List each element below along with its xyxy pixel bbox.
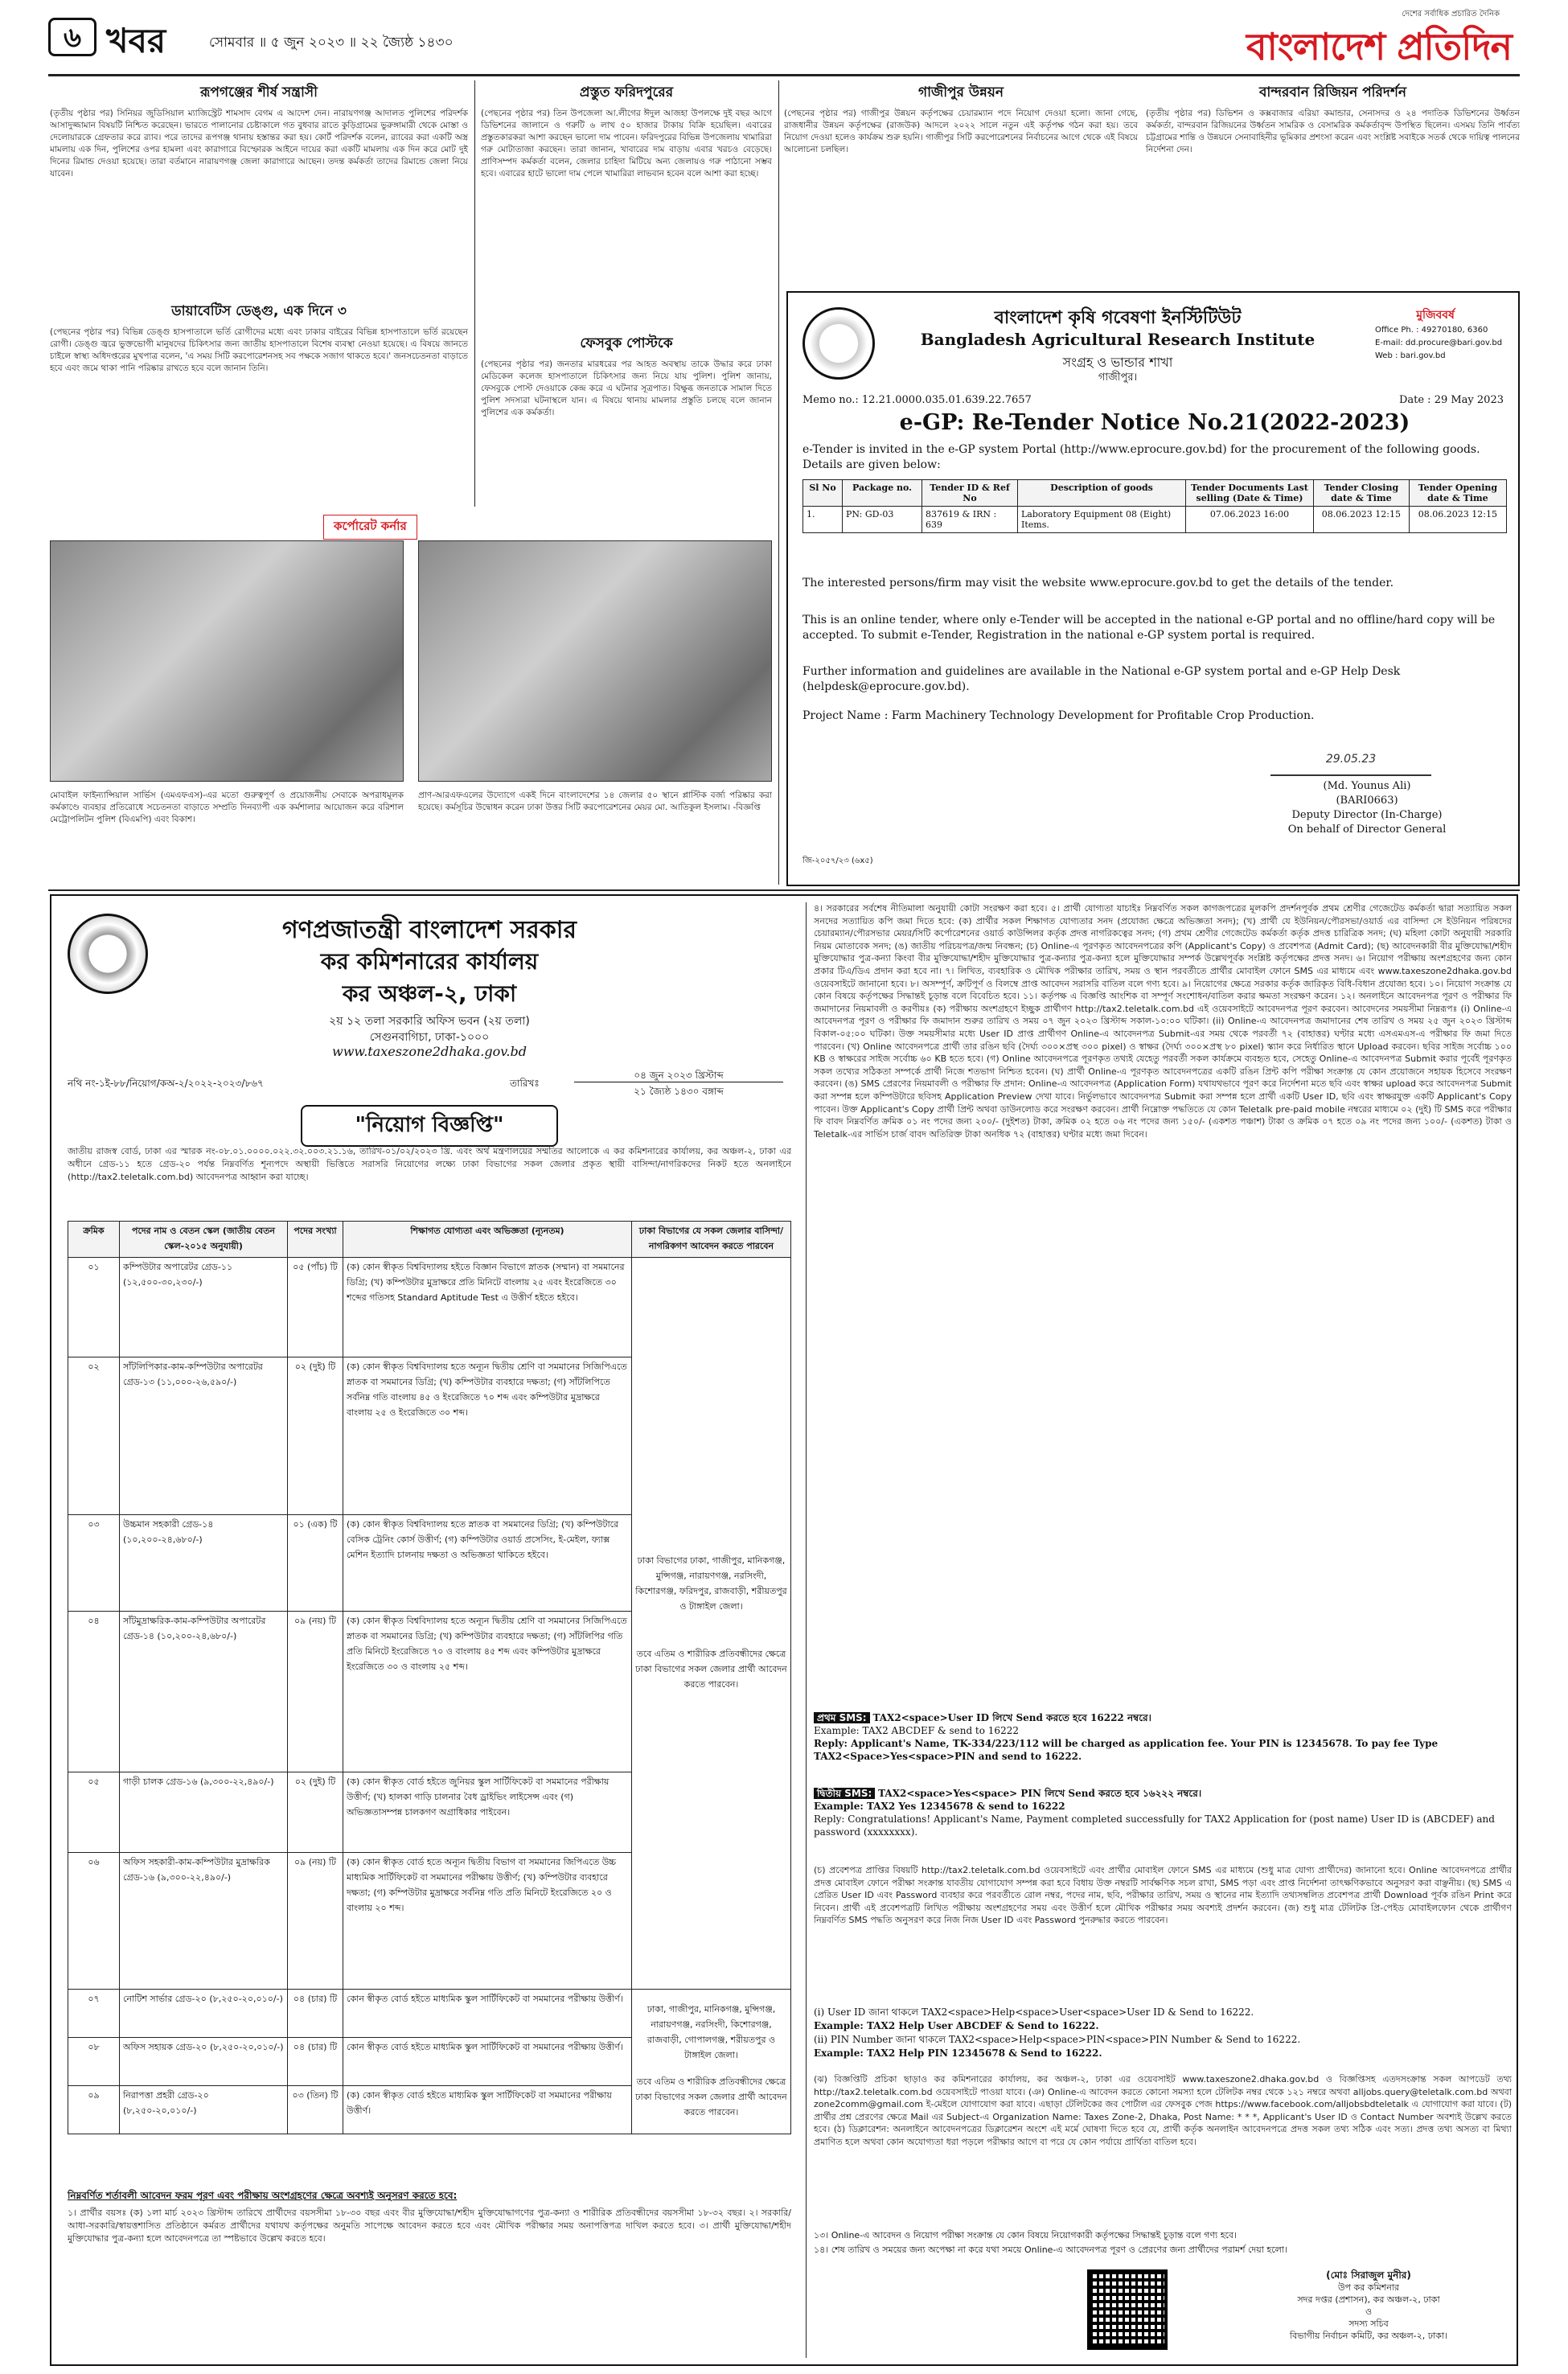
post-sl: ০২ — [68, 1357, 120, 1515]
corporate-corner — [50, 515, 774, 885]
post-sl: ০১ — [68, 1258, 120, 1357]
sms-first-reply: Reply: Applicant's Name, TK-334/223/112 will be charged as application fee. Your PIN is 12345678. To pay fee Type TAX2<Space>Yes<space>PIN and send to 16222. — [814, 1738, 1439, 1762]
bari-logo — [802, 307, 875, 380]
post-sl: ০৬ — [68, 1853, 120, 1990]
post-sl: ০৩ — [68, 1515, 120, 1612]
photo-corporate-2 — [418, 540, 772, 782]
post-name: গাড়ী চালক গ্রেড-১৬ (৯,৩০০-২২,৪৯০/-) — [120, 1772, 288, 1853]
instructions-text: ৪। সরকারের সর্বশেষ নীতিমালা অনুযায়ী কোটা সংরক্ষণ করা হবে। ৫। প্রার্থী যোগ্যতা যাচাইঃ নিম্নবর্ণিত সকল কাগজপত্রের মূলকপি প্রদর্শনপূর্বক প্রথম শ্রেণীর গেজেটেড কর্মকর্তা দ্বারা সত্যায়িত সকল সনদের সত্যায়িত কপি জমা দিতে হবে: (ক) প্রার্থীর সকল শিক্ষাগত যোগ্যতার সনদ (প্রযোজ্য ক্ষেত্রে অভিজ্ঞতা সনদ); (খ) প্রার্থী যে ইউনিয়ন/পৌরসভা/ওয়ার্ড এর বাসিন্দা সে ইউনিয়ন পরিষদের চেয়ারম্যান/পৌরসভার মেয়র/সিটি কর্পোরেশনের ওয়ার্ড কাউন্সিলর কর্তৃক প্রদত্ত নাগরিকত্বের সনদ; (গ) প্রথম শ্রেণীর গেজেটেড কর্মকর্তা কর্তৃক প্রদত্ত চারিত্রিক সনদ; (ঘ) মহিলা কোটা অনুযায়ী সরকারি নিয়ম মোতাবেক সনদ; (ঙ) জাতীয় পরিচয়পত্র/জন্ম নিবন্ধন; (চ) Online-এ পূরণকৃত আবেদনপত্রের কপি (Applicant's Copy) ও প্রবেশপত্র (Admit Card); (ছ) আবেদনকারী বীর মুক্তিযোদ্ধা/শহীদ মুক্তিযোদ্ধার পুত্র-কন্যা কিংবা বীর মুক্তিযোদ্ধা/শহীদ মুক্তিযোদ্ধার পুত্র-কন্যার পুত্র-কন্যা হলে মুক্তিযোদ্ধার সম্পর্ক উল্লেখপূর্বক সংশ্লিষ্ট কর্তৃপক্ষের প্রদত্ত সনদ। ৬। নিয়োগ পরীক্ষায় অংশগ্রহণের জন্য কোন প্রকার টিএ/ডিএ প্রদান করা হবে না। ৭। লিখিত, ব্যবহারিক ও মৌখিক পরীক্ষার তারিখ, সময় ও স্থান পরবর্তীতে প্রার্থীর মোবাইল ফোনে SMS এর মাধ্যমে এবং www.taxeszone2dhaka.gov.bd ওয়েবসাইটে জানানো হবে। ৮। অসম্পূর্ণ, ক্রটিপূর্ণ ও বিলম্বে প্রাপ্ত আবেদন সরাসরি বাতিল বলে গণ্য হবে। ৯। নিয়োগের ক্ষেত্রে সরকার কর্তৃক জারিকৃত বিধি-বিধান প্রযোজ্য হবে। ১০। নিয়োগ সংক্রান্ত যে কোন বিষয়ে কর্তৃপক্ষের সিদ্ধান্তই চূড়ান্ত বলে বিবেচিত হবে। ১১। কর্তৃপক্ষ এ বিজ্ঞপ্তি আংশিক বা সম্পূর্ণ সংশোধন/বাতিল করার ক্ষমতা সংরক্ষণ করেন। ১২। অনলাইনে আবেদনপত্র পূরণ ও পরীক্ষার ফি জমাদানের নিয়মাবলী ও করণীয়ঃ (ক) পরীক্ষায় অংশগ্রহণে ইচ্ছুক প্রার্থীগণ http://tax2.teletalk.com.bd এই ওয়েবসাইটে আবেদনপত্র পূরণ করবেন। আবেদনের সময়সীমা নিম্নরূপঃ (i) Online-এ আবেদনপত্র পূরণ ও পরীক্ষার ফি জমাদান শুরুর তারিখ ও সময় ০৭ জুন ২০২৩ খ্রিস্টাব্দ সকাল-১০:০০ ঘটিকা। (ii) Online-এ আবেদনপত্র জমাদানের শেষ তারিখ ও সময় ২৫ জুন ২০২৩ খ্রিস্টাব্দ বিকাল-০৫:০০ ঘটিকা। উক্ত সময়সীমার মধ্যে User ID প্রাপ্ত প্রার্থীগণ Online-এ আবেদনপত্র Submit-এর সময় থেকে পরবর্তী ৭২ (বাহাত্তর) ঘণ্টার মধ্যে এসএমএস-এ পরীক্ষার ফি জমা দিতে পারবেন। (খ) Online আবেদনপত্রে প্রার্থী তার রঙিন ছবি (দৈর্ঘ্য ৩০০×প্রস্থ ৩০০ pixel) ও স্বাক্ষর (দৈর্ঘ্য ৩০০×প্রস্থ ৮০ pixel) স্ক্যান করে নির্ধারিত স্থানে Upload করবেন। ছবির সাইজ সর্বোচ্চ ১০০ KB ও স্বাক্ষরের সাইজ সর্বোচ্চ ৬০ KB হতে হবে। (গ) Online আবেদনপত্রে পূরণকৃত তথ্যই যেহেতু পরবর্তী সকল কার্যক্রমে ব্যবহৃত হবে, সেহেতু Online-এ আবেদনপত্র Submit করার পূর্বেই পূরণকৃত সকল তথ্যের সঠিকতা সম্পর্কে প্রার্থী নিজে শতভাগ নিশ্চিত হবেন। (ঘ) প্রার্থী Online-এ পূরণকৃত আবেদনপত্রের একটি রঙিন প্রিন্ট কপি পরীক্ষা সংক্রান্ত যে কোন প্রয়োজনে সহায়ক হিসেবে সংরক্ষণ করবেন। (ঙ) SMS প্রেরণের নিয়মাবলী ও পরীক্ষার ফি প্রদান: Online-এ আবেদনপত্র (Application Form) যথাযথভাবে পূরণ করে নির্দেশনা মতে ছবি এবং স্বাক্ষর upload করে আবেদনপত্র Submit করা সম্পন্ন হলে কম্পিউটারে ছবিসহ Application Preview দেখা যাবে। নির্ভুলভাবে আবেদনপত্র Submit করা সম্পন্ন হলে প্রার্থী একটি User ID, ছবি এবং স্বাক্ষরযুক্ত একটি Applicant's Copy পাবেন। উক্ত Applicant's Copy প্রার্থী প্রিন্ট অথবা ডাউনলোড করে সংরক্ষণ করবেন। প্রার্থী নিম্নোক্ত পদ্ধতিতে যে কোন Teletalk pre-paid mobile নম্বরের মাধ্যমে ০২ (দুই) টি SMS করে পরীক্ষার ফি বাবদ নিম্নবর্ণিত ক্রমিক ০১ নং পদের জন্য ২০০/- (দুইশত) টাকা, ক্রমিক ০২ হতে ০৬ নং পদের জন্য ১৫০/- (একশত পঞ্চাশ) টাকা ও ক্রমিক ০৭ হতে ০৯ নং পদের জন্য ১০০/- (একশত) টাকা ও Teletalk-এর সার্ভিস চার্জ বাবদ অতিরিক্ত টাকা অনধিক ৭২ (বাহাত্তর) ঘণ্টার মধ্যে জমা দিবেন। — [814, 903, 1512, 1140]
sms-second-block — [814, 1787, 1512, 1859]
table-row — [68, 1990, 791, 2038]
notice-intro: জাতীয় রাজস্ব বোর্ড, ঢাকা এর স্মারক নং-০৮.০১.০০০০.০২২.৩২.০০৩.২১.১৬, তারিখ-০১/০২/২০২৩ খ্রি. এবং অর্থ মন্ত্রণালয়ের সম্মতির আলোকে এ কর কমিশনারের কার্যালয়, কর অঞ্চল-২, ঢাকা এর অধীনে গ্রেড-১১ হতে গ্রেড-২০ পর্যন্ত নিম্নবর্ণিত শূন্যপদে অস্থায়ী ভিত্তিতে সরাসরি নিয়োগের লক্ষ্যে ঢাকা বিভাগের সকল জেলার প্রকৃত স্থায়ী বাসিন্দা/নাগরিকদের নিকট হতে অনলাইনে (http://tax2.teletalk.com.bd) আবেদনপত্র আহ্বান করা যাচ্ছে। — [68, 1146, 791, 1182]
sms-first-instruction: TAX2<space>User ID লিখে Send করতে হবে 16222 নম্বরে। — [872, 1712, 1151, 1723]
post-sl: ০৮ — [68, 2038, 120, 2086]
post-count: ০৩ (তিন) টি — [288, 2086, 343, 2134]
column-divider — [778, 80, 779, 885]
article-body: (তৃতীয় পৃষ্ঠার পর) ডিভিশন ও কক্সবাজার এরিয়া কমান্ডার, সেনাসদর ও ২৪ পদাতিক ডিভিশনের উর্ধ্বতন কর্মকর্তা, বান্দরবান রিজিয়নের উর্ধ্বতন সামরিক ও বেসামরিক কর্মকর্তাবৃন্দ উপস্থিত ছিলেন। এসময় তিনি পার্বত্য চট্টগ্রামের শান্তি ও উন্নয়নে সেনাবাহিনীর ভূমিকার প্রশংসা করেন এবং সংশ্লিষ্ট সবাইকে সতর্ক থেকে দায়িত্ব পালনের নির্দেশনা দেন। — [1146, 109, 1520, 154]
tender-table — [802, 479, 1507, 533]
tax-notice-right — [814, 902, 1512, 2358]
tender-para-helpdesk: Further information and guidelines are available in the National e-GP system portal and e-GP Help Desk (helpdesk@eprocure.gov.bd). — [802, 665, 1401, 693]
tender-col-header: Tender Opening date & Time — [1409, 480, 1506, 507]
tender-cell: PN: GD-03 — [843, 507, 922, 533]
bari-org-bn: বাংলাদেশ কৃষি গবেষণা ইনস্টিটিউট — [994, 308, 1242, 328]
tax-signer-office: সদর দপ্তর (প্রশাসন), কর অঞ্চল-২, ঢাকা — [1297, 2294, 1440, 2305]
bari-tender-notice — [786, 291, 1520, 886]
post-sl: ০৯ — [68, 2086, 120, 2134]
memo-no: Memo no.: 12.21.0000.035.01.639.22.7657 — [802, 394, 1032, 406]
post-qualification: (ক) কোন স্বীকৃত বিশ্ববিদ্যালয় হতে অন্যূন দ্বিতীয় শ্রেণি বা সমমানের সিজিপিএতে স্নাতক বা সমমানের ডিগ্রি; (খ) কম্পিউটার ব্যবহারে দক্ষতা; (গ) সাঁটলিপিতে সর্বনিম্ন গতি বাংলায় ৪৫ ও ইংরেজিতে ৭০ শব্দ এবং কম্পিউটার মুদ্রাক্ষরে বাংলায় ২৫ ও ইংরেজিতে ৩০ শব্দ। — [343, 1357, 632, 1515]
table-row — [803, 507, 1507, 533]
contact-instructions: (ঝ) বিজ্ঞপ্তিটি প্রচিকা ছাড়াও কর কমিশনারের কার্যালয়, কর অঞ্চল-২, ঢাকা এর ওয়েবসাইট www.taxeszone2.dhaka.gov.bd ও বিজ্ঞপ্তিসহ এতদসংক্রান্ত সকল আপডেট তথ্য http://tax2.teletalk.com.bd ওয়েবসাইটে পাওয়া যাবে। (ঞ) Online-এ আবেদন করতে কোনো সমস্যা হলে টেলিটক নম্বর থেকে ১২১ নম্বরে অথবা alljobs.query@teletalk.com.bd অথবা zone2comm@gmail.com ই-মেইলে যোগাযোগ করা যাবে। এছাড়া টেলিটকের জব পোর্টাল এর ফেসবুক পেজ https://www.facebook.com/alljobsbdteletalk এ যোগাযোগ করা যাবে। (ট) প্রার্থীর প্রশ্ন প্রেরণের ক্ষেত্রে Mail এর Subject-এ Organization Name: Taxes Zone-2, Dhaka, Post Name: * * *, Applicant's User ID ও Contact Number অবশ্যই উল্লেখ করতে হবে। (ঠ) ডিক্লারেশন: অনলাইনে আবেদনপত্রের ডিক্লারেশন অংশে এই মর্মে ঘোষণা দিতে হবে যে, প্রার্থী কর্তৃক অনলাইন আবেদনপত্রে প্রদত্ত সকল তথ্য সঠিক এবং সত্য। প্রদত্ত তথ্য অসত্য বা মিথ্যা প্রমাণিত হলে অথবা কোন অযোগ্যতা ধরা পড়লে পরীক্ষার আগে বা পরে যে কোন পর্যায়ে প্রার্থিতা বাতিল হবে। — [814, 2074, 1512, 2147]
gov-title: গণপ্রজাতন্ত্রী বাংলাদেশ সরকার — [282, 916, 577, 944]
post-count: ০১ (এক) টি — [288, 1515, 343, 1612]
post-qualification: (ক) কোন স্বীকৃত বোর্ড হইতে জুনিয়র স্কুল সার্টিফিকেট বা সমমানের পরীক্ষায় উত্তীর্ণ; (খ) হালকা গাড়ি চালনার বৈধ ড্রাইভিং লাইসেন্স এবং (গ) অভিজ্ঞতাসম্পন্ন চালকগণ অগ্রাধিকার পাইবেন। — [343, 1772, 632, 1853]
tender-para-online: This is an online tender, where only e-Tender will be accepted in the national e-GP portal and no offline/hard copy will be accepted. To submit e-Tender, Registration in the national e-GP system portal is required. — [802, 614, 1496, 642]
tender-para-website: The interested persons/firm may visit the website www.eprocure.gov.bd to get the details of the tender. — [802, 577, 1394, 589]
corporate-corner-label: কর্পোরেট কর্নার — [323, 515, 417, 540]
signer-behalf: On behalf of Director General — [1287, 824, 1447, 836]
post-name: নোটিশ সার্ভার গ্রেড-২০ (৮,২৫০-২০,০১০/-) — [120, 1990, 288, 2038]
tax-signer-title: উপ কর কমিশনার — [1337, 2282, 1400, 2293]
post-name: সাঁটমুদ্রাক্ষরিক-কাম-কম্পিউটার অপারেটর গ্রেড-১৪ (১০,২০০-২৪,৬৮০/-) — [120, 1612, 288, 1772]
signer-id: (BARI0663) — [1336, 795, 1398, 807]
section-label: খবর — [106, 21, 166, 60]
post-count: ০৯ (নয়) টি — [288, 1853, 343, 1990]
post-count: ০৪ (চার) টি — [288, 1990, 343, 2038]
tax-signer-name: (মোঃ সিরাজুল মুনীর) — [1326, 2269, 1411, 2281]
date-label: তারিখঃ — [510, 1078, 540, 1089]
note-14: ১৪। শেষ তারিখ ও সময়ের জন্য অপেক্ষা না করে যথা সময়ে Online-এ আবেদনপত্র পূরণ ও প্রেরণের জন্য প্রার্থীদের পরামর্শ দেয়া হলো। — [814, 2245, 1287, 2255]
tender-cell: Laboratory Equipment 08 (Eight) Items. — [1018, 507, 1186, 533]
article-body: (পেছনের পৃষ্ঠার পর) জনতার মারধরের পর আহত অবস্থায় তাকে উদ্ধার করে ঢাকা মেডিকেল কলেজ হাসপাতালে চিকিৎসার জন্য নিয়ে যায় পুলিশ। পুলিশ জানায়, ফেসবুকে পোস্ট দেওয়াকে কেন্দ্র করে এ ঘটনার সূত্রপাত। বিক্ষুব্ধ জনতাকে সামাল দিতে পুলিশ সদস্যরা ঘটনাস্থলে যান। এ বিষয়ে থানায় মামলার প্রস্তুতি চলছে বলে জানান পুলিশের এক কর্মকর্তা। — [481, 359, 772, 417]
table-row — [68, 1258, 791, 1357]
photo-caption: প্রাণ-আরএফএলের উদ্যোগে একই দিনে বাংলাদেশের ১৪ জেলার ৫০ স্থানে প্লাস্টিক বর্জ্য পরিষ্কার করা হয়েছে। কর্মসূচির উদ্বোধন করেন ঢাকা উত্তর সিটি করপোরেশনের মেয়র মো. আতিকুল ইসলাম। -বিজ্ঞপ্তি — [418, 791, 772, 812]
post-qualification: (ক) কোন স্বীকৃত বিশ্ববিদ্যালয় হতে স্নাতক বা সমমানের ডিগ্রি; (খ) কম্পিউটারে বেসিক ট্রেনিং কোর্স উত্তীর্ণ; (গ) কম্পিউটার ওয়ার্ড প্রসেসিং, ই-মেইল, ফ্যাক্স মেশিন ইত্যাদি চালনায় দক্ষতা ও অভিজ্ঞতা থাকিতে হইবে। — [343, 1515, 632, 1612]
office-title: কর কমিশনারের কার্যালয় — [320, 948, 539, 975]
paper-logo: বাংলাদেশ প্রতিদিন — [1246, 25, 1512, 68]
post-count: ০২ (দুই) টি — [288, 1772, 343, 1853]
tender-project-name: Project Name : Farm Machinery Technology Development for Profitable Crop Production. — [802, 709, 1315, 722]
article-body: (পেছনের পৃষ্ঠার পর) তিন উপজেলা আ.লীগের ঈদুল আজহা উপলক্ষে দুই বছর আগে ডিভিশনের জালানে ও গরুটি ৬ লাখ ৫০ হাজার টাকায় বিক্রি হয়েছিল। এবারের প্রস্তুতকারকরা আশা করছেন ভালো দাম পাবেন। ফরিদপুরের বিভিন্ন উপজেলায় খামারিরা গরু মোটাতাজা করছেন। তারা জানান, খাবারের দাম বাড়ায় এবার খরচও বেড়েছে। প্রাণিসম্পদ কর্মকর্তা বলেন, জেলার চাহিদা মিটিয়ে অন্য জেলায়ও গরু পাঠানো সম্ভব হবে। এবারের হাটে ভালো দাম পেলে খামারিরা লাভবান হবেন বলে আশা করা হচ্ছে। — [481, 109, 772, 179]
recover-pin-example: Example: TAX2 Help PIN 12345678 & Send to 16222. — [814, 2047, 1102, 2059]
tender-cell: 08.06.2023 12:15 — [1314, 507, 1410, 533]
bari-branch: সংগ্রহ ও ভান্ডার শাখা — [1062, 355, 1173, 370]
tax-signer-block — [1232, 2269, 1505, 2342]
post-name: সাঁটলিপিকার-কাম-কম্পিউটার অপারেটর গ্রেড-১৩ (১১,০০০-২৬,৫৯০/-) — [120, 1357, 288, 1515]
article-headline: বান্দরবান রিজিয়ন পরিদর্শন — [1258, 84, 1407, 101]
photo-corporate-1 — [50, 540, 404, 782]
qr-code-icon[interactable] — [1087, 2269, 1168, 2350]
recover-pin: (ii) PIN Number জানা থাকলে TAX2<space>Help<space>PIN<space>PIN Number & Send to 16222. — [814, 2034, 1301, 2045]
posts-table — [68, 1221, 791, 2134]
office-address-2: সেগুনবাগিচা, ঢাকা-১০০০ — [369, 1031, 490, 1044]
bari-org-en: Bangladesh Agricultural Research Institute — [920, 330, 1316, 349]
post-count: ০২ (দুই) টি — [288, 1357, 343, 1515]
zone-title: কর অঞ্চল-২, ঢাকা — [342, 980, 517, 1007]
tax-signer-committee: বিভাগীয় নির্বাচন কমিটি, কর অঞ্চল-২, ঢাকা। — [1289, 2331, 1448, 2341]
post-qualification: (ক) কোন স্বীকৃত বোর্ড হতে অন্যূন দ্বিতীয় বিভাগ বা সমমানের জিপিএতে উচ্চ মাধ্যমিক সার্টিফিকেট বা সমমানের পরীক্ষায় উত্তীর্ণ; (খ) কম্পিউটার ব্যবহারে দক্ষতা; (গ) কম্পিউটার মুদ্রাক্ষরে সর্বনিম্ন গতি প্রতি মিনিটে ইংরেজিতে ২০ ও বাংলায় ২০ শব্দ। — [343, 1853, 632, 1990]
tender-col-header: Description of goods — [1018, 480, 1186, 507]
notice-code: জি-২০৫৭/২৩ (৬x৫) — [802, 856, 873, 865]
sms-second-reply: Reply: Congratulations! Applicant's Name, Payment completed successfully for TAX2 Application for (post name) User ID is (ABCDEF) and password (xxxxxxxx). — [814, 1813, 1495, 1838]
signature-date: 29.05.23 — [1325, 753, 1377, 766]
posts-col-header: ক্রমিক — [68, 1222, 120, 1258]
gov-emblem — [68, 914, 148, 994]
date-bn: ২১ জ্যৈষ্ঠ ১৪৩০ বঙ্গাব্দ — [634, 1086, 724, 1097]
tax-signer-conj: ও — [1365, 2306, 1373, 2317]
districts-list: ঢাকা, গাজীপুর, মানিকগঞ্জ, মুন্সিগঞ্জ, নারায়ণগঞ্জ, নরসিংদী, কিশোরগঞ্জ, রাজবাড়ী, গোপালগঞ্জ, শরীয়তপুর ও টাঙ্গাইল জেলা। — [646, 2004, 776, 2060]
signer-title: Deputy Director (In-Charge) — [1291, 809, 1443, 821]
article-headline: গাজীপুর উন্নয়ন — [917, 84, 1004, 101]
article-faridpur — [481, 80, 772, 499]
posts-col-header: ঢাকা বিভাগের যে সকল জেলার বাসিন্দা/নাগরিকগণ আবেদন করতে পারবেন — [632, 1222, 791, 1258]
tender-cell: 1. — [803, 507, 843, 533]
article-headline: ডায়াবেটিস ডেঙ্গু, এক দিনে ৩ — [171, 303, 347, 319]
article-gazipur — [784, 80, 1138, 290]
post-qualification: কোন স্বীকৃত বোর্ড হইতে মাধ্যমিক স্কুল সার্টিফিকেট বা সমমানের পরীক্ষায় উত্তীর্ণ। — [343, 1990, 632, 2038]
article-headline: রূপগঞ্জের শীর্ষ সন্ত্রাসী — [200, 84, 318, 101]
post-qualification: (ক) কোন স্বীকৃত বিশ্ববিদ্যালয় হইতে বিজ্ঞান বিভাগে স্নাতক (সম্মান) বা সমমানের ডিগ্রি; (খ) কম্পিউটার মুদ্রাক্ষরে প্রতি মিনিটে বাংলায় ২৫ এবং ইংরেজিতে ৩০ শব্দের গতিসহ Standard Aptitude Test এ উত্তীর্ণ হইতে হইবে। — [343, 1258, 632, 1357]
bari-contact-phone: Office Ph. : 49270180, 6360 — [1375, 326, 1488, 335]
tender-intro: e-Tender is invited in the e-GP system Portal (http://www.eprocure.gov.bd) for the procurement of the following goods. Details are given below: — [802, 443, 1480, 471]
posts-col-header: পদের নাম ও বেতন স্কেল (জাতীয় বেতন স্কেল-২০১৫ অনুযায়ী) — [120, 1222, 288, 1258]
tender-cell: 08.06.2023 12:15 — [1409, 507, 1506, 533]
photo-caption: মোবাইল ফাইন্যান্সিয়াল সার্ভিস (এমএফএস)-এর মতো গুরুত্বপূর্ণ ও প্রয়োজনীয় সেবাকে অপরাধমূলক কর্মকাণ্ডে ব্যবহার প্রতিরোধে সচেতনতা বাড়াতে সম্প্রতি দিনব্যাপী এক কর্মশালার আয়োজন করে বরিশাল মেট্রোপলিটন পুলিশ (বিএমপি) এবং বিকাশ। — [50, 791, 404, 824]
sms-first-block — [814, 1711, 1512, 1784]
recover-user-id-example: Example: TAX2 Help User ABCDEF & Send to 16222. — [814, 2020, 1099, 2031]
sms-second-instruction: TAX2<space>Yes<space> PIN লিখে Send করতে হবে ১৬২২২ নম্বরে। — [878, 1788, 1202, 1799]
bari-contact-web: Web : bari.gov.bd — [1375, 351, 1446, 360]
post-sl: ০৪ — [68, 1612, 120, 1772]
bari-contact-email: E-mail: dd.procure@bari.gov.bd — [1375, 339, 1503, 347]
page-number-badge: ৬ — [48, 18, 96, 56]
districts-list: ঢাকা বিভাগের ঢাকা, গাজীপুর, মানিকগঞ্জ, মুন্সিগঞ্জ, নারায়ণগঞ্জ, নরসিংদী, কিশোরগঞ্জ, ফরিদপুর, রাজবাড়ী, শরীয়তপুর ও টাঙ্গাইল জেলা। — [635, 1555, 787, 1612]
sms-second-example: Example: TAX2 Yes 12345678 & send to 16222 — [814, 1801, 1065, 1812]
article-headline: ফেসবুক পোস্টকে — [580, 335, 673, 351]
sms-first-label: প্রথম SMS: — [814, 1712, 870, 1723]
article-body: (পেছনের পৃষ্ঠার পর) গাজীপুর উন্নয়ন কর্তৃপক্ষের চেয়ারম্যান পদে নিয়োগ দেওয়া হলো। জানা গেছে, রাজধানীর উন্নয়ন কর্তৃপক্ষের (রাজউক) আদলে ২০২২ সালে নতুন এই কর্তৃপক্ষ গঠন করা হয়। তবে নিয়োগ দেওয়া হলেও কার্যক্রম শুরু হয়নি। গাজীপুর সিটি করপোরেশনের নির্বাচনের আগে থেকে এই বিষয়ে আলোচনা চলছিল। — [784, 109, 1138, 154]
post-count: ০৪ (চার) টি — [288, 2038, 343, 2086]
post-sl: ০৫ — [68, 1772, 120, 1853]
post-name: অফিস সহকারী-কাম-কম্পিউটার মুদ্রাক্ষরিক গ্রেড-১৬ (৯,৩০০-২২,৪৯০/-) — [120, 1853, 288, 1990]
post-qualification: কোন স্বীকৃত বোর্ড হইতে মাধ্যমিক স্কুল সার্টিফিকেট বা সমমানের পরীক্ষায় উত্তীর্ণ। — [343, 2038, 632, 2086]
date-line: সোমবার ॥ ৫ জুন ২০২৩ ॥ ২২ জ্যৈষ্ঠ ১৪৩০ — [209, 35, 454, 51]
post-name: অফিস সহায়ক গ্রেড-২০ (৮,২৫০-২০,০১০/-) — [120, 2038, 288, 2086]
post-name: কম্পিউটার অপারেটর গ্রেড-১১ (১২,৫০০-৩০,২৩০/-) — [120, 1258, 288, 1357]
memo-date: Date : 29 May 2023 — [1398, 394, 1504, 406]
tender-cell: 837619 & IRN : 639 — [922, 507, 1018, 533]
post-districts — [632, 1990, 791, 2134]
article-body: (পেছনের পৃষ্ঠার পর) বিভিন্ন ডেঙ্গু হাসপাতালে ভর্তি রোগীদের মধ্যে এবং ঢাকার বাইরের বিভিন্ন হাসপাতালে ভর্তি রয়েছেন রোগী। ডেঙ্গু জ্বরে ভুক্তভোগী মানুষদের চিকিৎসার জন্য জাতীয় হাসপাতালে বিশেষ ব্যবস্থা নেওয়া হয়েছে। এ বিষয়ে জানতে চাইলে স্বাস্থ্য অধিদপ্তরের মুখপাত্র বলেন, 'এ সময় সিটি করপোরেশনসহ সব পক্ষকে সজাগ থাকতে হবে।' জনসচেতনতা বাড়াতে হবে এবং জমে থাকা পানি পরিষ্কার রাখতে হবে বলে জানান তিনি। — [50, 327, 468, 373]
tax-notice-left — [60, 902, 799, 2358]
signature — [1270, 747, 1431, 776]
districts-note: তবে এতিম ও শারীরিক প্রতিবন্ধীদের ক্ষেত্রে ঢাকা বিভাগের সকল জেলার প্রার্থী আবেদন করতে পারবেন। — [635, 1649, 787, 1690]
tender-title: e-GP: Re-Tender Notice No.21(2022-2023) — [899, 410, 1410, 435]
tender-col-header: Tender Closing date & Time — [1314, 480, 1410, 507]
posts-col-header: শিক্ষাগত যোগ্যতা এবং অভিজ্ঞতা (ন্যূনতম) — [343, 1222, 632, 1258]
notice-column-divider — [806, 902, 807, 2358]
note-13: ১৩। Online-এ আবেদন ও নিয়োগ পরীক্ষা সংক্রান্ত যে কোন বিষয়ে নিয়োগকারী কর্তৃপক্ষের সিদ্ধান্তই চূড়ান্ত বলে গণ্য হবে। — [814, 2230, 1237, 2241]
file-number: নথি নং-১ই-৮৮/নিয়োগ/কঅ-২/২০২২-২০২৩/৮৬৭ — [68, 1078, 264, 1089]
tender-col-header: Sl No — [803, 480, 843, 507]
signer-name: (Md. Younus Ali) — [1323, 780, 1411, 792]
sms-first-example: Example: TAX2 ABCDEF & send to 16222 — [814, 1725, 1019, 1736]
article-headline: প্রস্তুত ফরিদপুরের — [579, 84, 674, 101]
post-districts — [632, 1258, 791, 1990]
password-recovery — [814, 2006, 1512, 2070]
column-divider — [474, 80, 475, 507]
tender-col-header: Tender ID & Ref No — [922, 480, 1018, 507]
post-name: উচ্চমান সহকারী গ্রেড-১৪ (১০,২০০-২৪,৬৮০/-) — [120, 1515, 288, 1612]
date-en: ০৪ জুন ২০২৩ খ্রিস্টাব্দ — [574, 1070, 783, 1082]
post-sl: ০৭ — [68, 1990, 120, 2038]
masthead — [48, 8, 1520, 72]
post-count: ০৫ (পাঁচ) টি — [288, 1258, 343, 1357]
tender-col-header: Package no. — [843, 480, 922, 507]
office-address-1: ২য় ১২ তলা সরকারি অফিস ভবন (২য় তলা) — [329, 1015, 530, 1028]
article-body: (তৃতীয় পৃষ্ঠার পর) সিনিয়র জুডিসিয়াল ম্যাজিস্ট্রেট শামসাদ বেগম এ আদেশ দেন। নারায়ণগঞ্জ আদালত পুলিশের পরিদর্শক আসাদুজ্জামান বিষয়টি নিশ্চিত করেছেন। ভারতে পালানোর চেষ্টাকালে গত বুধবার রাতে কুড়িগ্রামের ভুরুঙ্গামারী থেকে মোস্তা ও দেলোয়ারকে গ্রেফতার করে র‌্যাব। পরে তাদের রূপগঞ্জ থানায় হস্তান্তর করা হয়। কোর্ট পরিদর্শক বলেন, র‌্যাবের করা একটি অস্ত্র মামলায় এক দিন, পুলিশের ওপর হামলা এবং কারাগারে বিস্ফোরক আইনে দায়ের করা একটি মামলায় এক দিন করে মোট দুই দিনের রিমান্ড দেওয়া হয়েছে। তারা বর্তমানে নারায়ণগঞ্জ জেলা কারাগারে আছেন। তদন্ত কর্মকর্তা তাদের রিমান্ডে জেলা নিয়ে যাবেন। — [50, 109, 468, 179]
conditions-title: নিম্নবর্ণিত শর্তাবলী আবেদন ফরম পূরণ এবং পরীক্ষায় অংশগ্রহণের ক্ষেত্রে অবশ্যই অনুসরণ করতে হবে: — [68, 2190, 458, 2201]
tender-col-header: Tender Documents Last selling (Date & Time) — [1186, 480, 1314, 507]
posts-col-header: পদের সংখ্যা — [288, 1222, 343, 1258]
mujib-logo: মুজিববর্ষ — [1416, 309, 1455, 322]
tax-signer-role: সদস্য সচিব — [1348, 2319, 1389, 2329]
section-rule — [48, 889, 1520, 891]
notice-title: "নিয়োগ বিজ্ঞপ্তি" — [301, 1105, 558, 1147]
sms-second-label: দ্বিতীয় SMS: — [814, 1788, 875, 1799]
tax-recruitment-notice — [50, 894, 1518, 2366]
post-count: ০৯ (নয়) টি — [288, 1612, 343, 1772]
bari-location: গাজীপুর। — [1098, 372, 1138, 384]
tender-cell: 07.06.2023 16:00 — [1186, 507, 1314, 533]
paper-tagline: দেশের সর্বাধিক প্রচারিত দৈনিক — [1402, 10, 1500, 18]
masthead-rule — [48, 74, 1520, 76]
admit-card-instructions: (চ) প্রবেশপত্র প্রাপ্তির বিষয়টি http://tax2.teletalk.com.bd ওয়েবসাইটে এবং প্রার্থীর মোবাইল ফোনে SMS এর মাধ্যমে (শুধু মাত্র যোগ্য প্রার্থীদের) জানানো হবে। Online আবেদনপত্রে প্রার্থীর প্রদত্ত মোবাইল ফোনে পরীক্ষা সংক্রান্ত যাবতীয় যোগাযোগ সম্পন্ন করা হবে বিধায় উক্ত নম্বরটি সার্বক্ষণিক সচল রাখা, SMS পড়া এবং প্রাপ্ত নির্দেশনা তাৎক্ষণিকভাবে অনুসরণ করা বাঞ্ছনীয়। (ছ) SMS এ প্রেরিত User ID এবং Password ব্যবহার করে পরবর্তীতে রোল নম্বর, পদের নাম, ছবি, পরীক্ষার তারিখ, সময় ও স্থানের নাম ইত্যাদি তথ্যসম্বলিত প্রবেশপত্র প্রার্থী Download পূর্বক রঙিন Print করে নিবেন। প্রার্থী এই প্রবেশপত্রটি লিখিত পরীক্ষায় অংশগ্রহণের সময় এবং উত্তীর্ণ হলে মৌখিক পরীক্ষার সময় অবশ্যই প্রদর্শন করবেন। (জ) শুধু মাত্র টেলিটক প্রি-পেইড মোবাইলফোন থেকে প্রার্থীগণ নিম্নবর্ণিত SMS পদ্ধতি অনুসরণ করে নিজ নিজ User ID এবং Password পুনরুদ্ধার করতে পারবেন। — [814, 1865, 1512, 1926]
districts-note: তবে এতিম ও শারীরিক প্রতিবন্ধীদের ক্ষেত্রে ঢাকা বিভাগের সকল জেলার প্রার্থী আবেদন করতে পারবেন। — [635, 2076, 787, 2117]
recover-user-id: (i) User ID জানা থাকলে TAX2<space>Help<space>User<space>User ID & Send to 16222. — [814, 2006, 1254, 2018]
post-name: নিরাপত্তা প্রহরী গ্রেড-২০ (৮,২৫০-২০,০১০/-) — [120, 2086, 288, 2134]
post-qualification: (ক) কোন স্বীকৃত বোর্ড হইতে মাধ্যমিক স্কুল সার্টিফিকেট বা সমমানের পরীক্ষায় উত্তীর্ণ। — [343, 2086, 632, 2134]
post-qualification: (ক) কোন স্বীকৃত বিশ্ববিদ্যালয় হতে অন্যূন দ্বিতীয় শ্রেণি বা সমমানের সিজিপিএতে স্নাতক বা সমমানের ডিগ্রি; (খ) কম্পিউটার ব্যবহারে দক্ষতা; (গ) সাঁটলিপির গতি প্রতি মিনিটে ইংরেজিতে ৭০ ও বাংলায় ৪৫ শব্দ এবং কম্পিউটার মুদ্রাক্ষরে ইংরেজিতে ৩০ ও বাংলায় ২৫ শব্দ। — [343, 1612, 632, 1772]
office-website[interactable]: www.taxeszone2dhaka.gov.bd — [332, 1044, 527, 1059]
conditions-text: ১। প্রার্থীর বয়সঃ (ক) ১লা মার্চ ২০২৩ খ্রিস্টাব্দ তারিখে প্রার্থীদের বয়সসীমা ১৮-৩০ বছর এবং বীর মুক্তিযোদ্ধা/শহীদ মুক্তিযোদ্ধাগণের পুত্র-কন্যা ও শারীরিক প্রতিবন্ধীদের বয়সসীমা ১৮-৩২ বছর। ২। সরকারি/আধা-সরকারি/স্বায়ত্তশাসিত প্রতিষ্ঠানে কর্মরত প্রার্থীদের যথাযথ কর্তৃপক্ষের অনুমতি সাপেক্ষে আবেদন করতে হবে এবং মৌখিক পরীক্ষার সময় অনাপত্তিপত্র দাখিল করতে হবে। ৩। প্রার্থী মুক্তিযোদ্ধা/শহীদ মুক্তিযোদ্ধার পুত্র-কন্যা হলে আবেদনপত্রে তা স্পষ্টভাবে উল্লেখ করতে হবে। — [68, 2208, 791, 2244]
article-rupganj — [50, 80, 468, 499]
article-bandarban — [1146, 80, 1520, 290]
